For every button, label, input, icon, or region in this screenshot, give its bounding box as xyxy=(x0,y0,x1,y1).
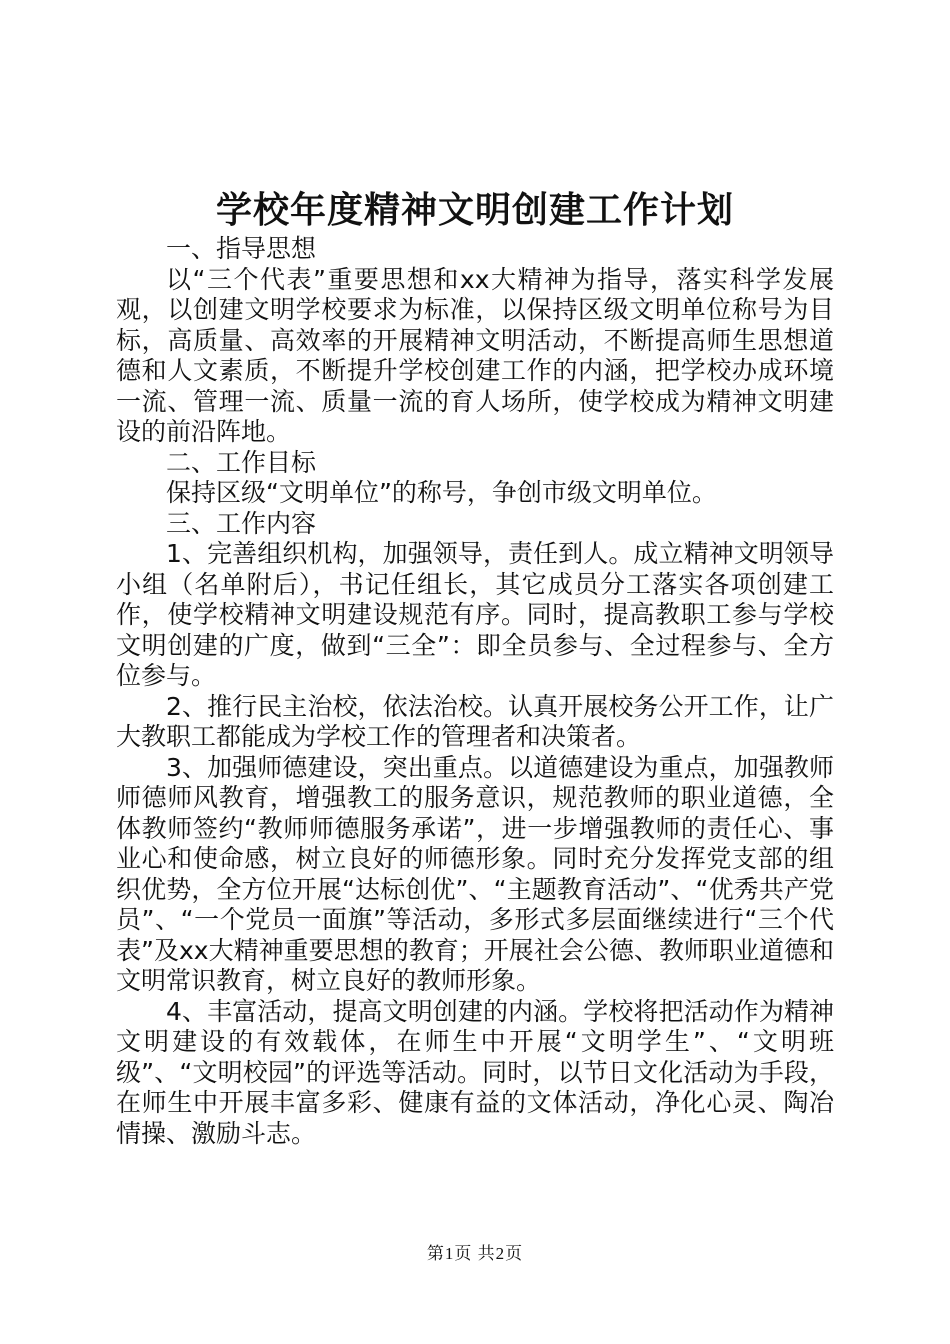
document-title: 学校年度精神文明创建工作计划 xyxy=(215,189,734,231)
paragraph-item-3: 3、加强师德建设，突出重点。以道德建设为重点，加强教师师德师风教育，增强教工的服务意识，规范教师的职业道德，全体教师签约“教师师德服务承诺”，进一步增强教师的责任心、事业心和使命感，树立良好的师德形象。同时充分发挥党支部的组织优势，全方位开展“达标创优”、“主题教育活动”、“优秀共产党员”、“一个党员一面旗”等活动，多形式多层面继续进行“三个代表”及xx大精神重要思想的教育；开展社会公德、教师职业道德和文明常识教育，树立良好的教师形象。 xyxy=(116,752,834,995)
paragraph-item-4: 4、丰富活动，提高文明创建的内涵。学校将把活动作为精神文明建设的有效载体，在师生中开展“文明学生”、“文明班级”、“文明校园”的评选等活动。同时，以节日文化活动为手段，在师生中开展丰富多彩、健康有益的文体活动，净化心灵、陶冶情操、激励斗志。 xyxy=(116,996,834,1148)
page-footer: 第1页 共2页 xyxy=(426,1244,524,1263)
section-heading-work-goal: 二、工作目标 xyxy=(166,447,317,477)
section-heading-guiding-ideology: 一、指导思想 xyxy=(166,234,317,263)
section-heading-work-content: 三、工作内容 xyxy=(166,508,317,538)
paragraph-item-2: 2、推行民主治校，依法治校。认真开展校务公开工作，让广大教职工都能成为学校工作的管理者和决策者。 xyxy=(116,691,834,751)
document-body xyxy=(116,234,834,1149)
paragraph-guiding-ideology: 以“三个代表”重要思想和xx大精神为指导，落实科学发展观，以创建文明学校要求为标准，以保持区级文明单位称号为目标，高质量、高效率的开展精神文明活动，不断提高师生思想道德和人文素质，不断提升学校创建工作的内涵，把学校办成环境一流、管理一流、质量一流的育人场所，使学校成为精神文明建设的前沿阵地。 xyxy=(116,264,834,446)
paragraph-work-goal: 保持区级“文明单位”的称号，争创市级文明单位。 xyxy=(166,478,717,507)
paragraph-item-1: 1、完善组织机构，加强领导，责任到人。成立精神文明领导小组（名单附后），书记任组长，其它成员分工落实各项创建工作，使学校精神文明建设规范有序。同时，提高教职工参与学校文明创建的广度，做到“三全”：即全员参与、全过程参与、全方位参与。 xyxy=(116,539,834,690)
